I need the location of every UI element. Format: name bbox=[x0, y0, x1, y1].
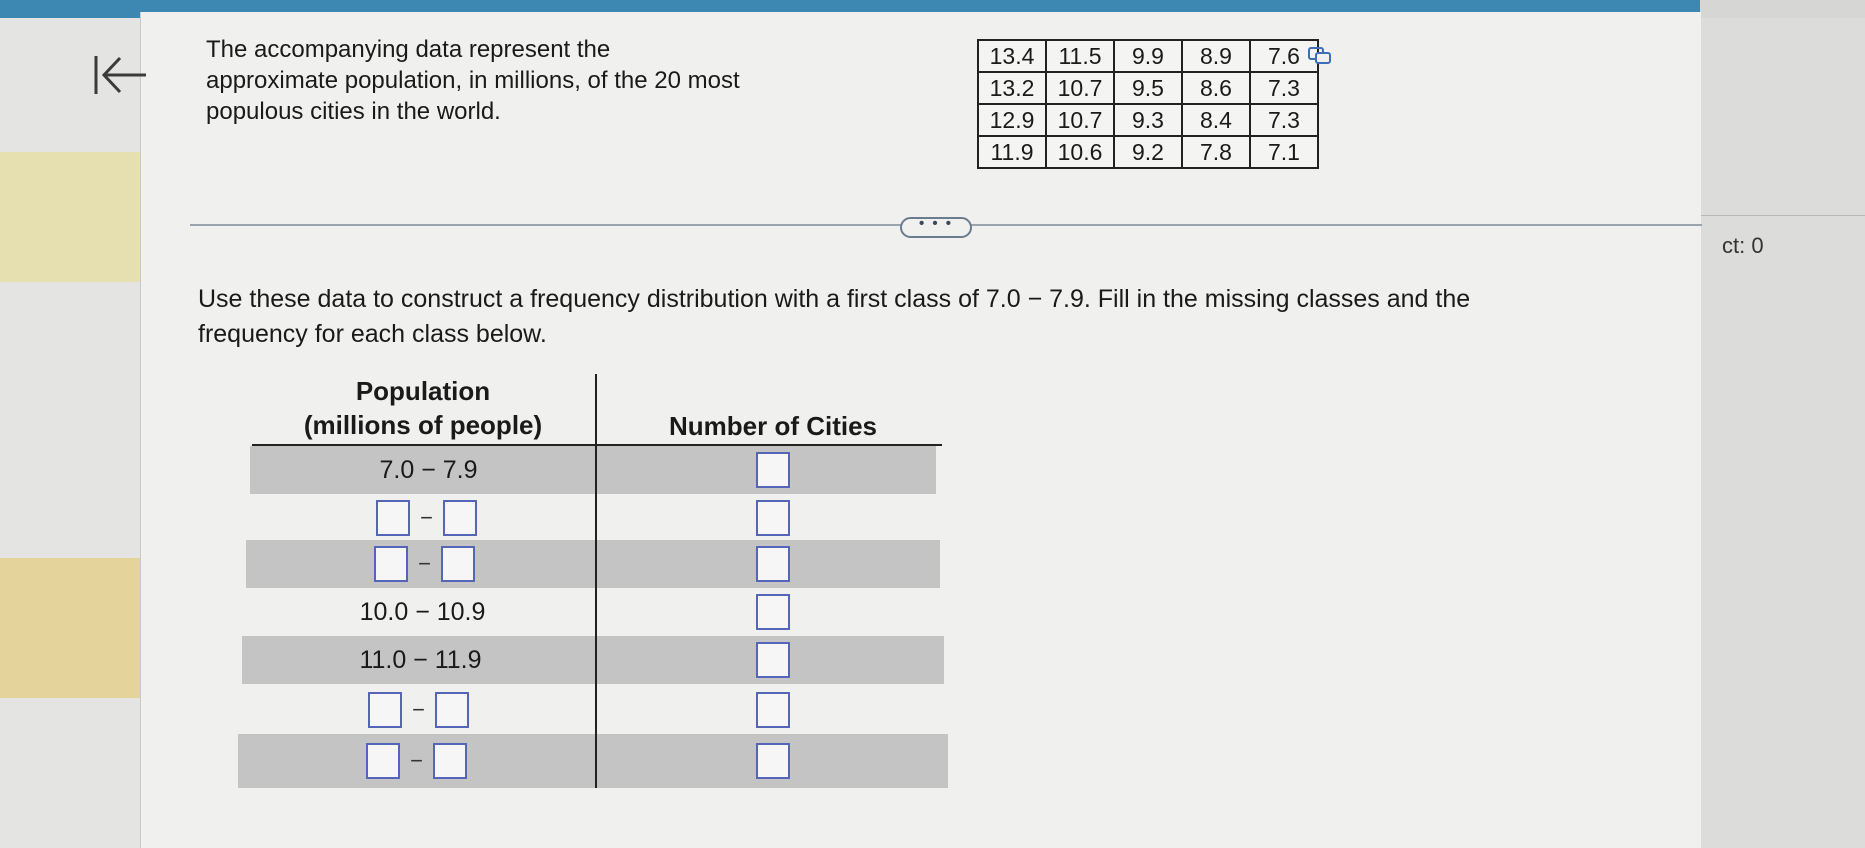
class-cell bbox=[242, 636, 599, 684]
table-row bbox=[242, 636, 944, 684]
population-data-table bbox=[977, 39, 1319, 169]
table-cell: 8.4 bbox=[1182, 104, 1250, 136]
intro-line: populous cities in the world. bbox=[206, 98, 501, 125]
table-cell: 12.9 bbox=[978, 104, 1046, 136]
class-cell bbox=[244, 588, 601, 636]
table-cell: 10.7 bbox=[1046, 72, 1114, 104]
frequency-input[interactable] bbox=[756, 500, 790, 536]
table-cell: 7.8 bbox=[1182, 136, 1250, 168]
table-cell: 10.6 bbox=[1046, 136, 1114, 168]
class-upper-input[interactable] bbox=[435, 692, 469, 728]
table-cell: 9.9 bbox=[1114, 40, 1182, 72]
copy-data-icon[interactable] bbox=[1308, 47, 1334, 65]
table-cell: 7.3 bbox=[1250, 104, 1318, 136]
class-cell bbox=[250, 446, 607, 494]
table-row bbox=[246, 540, 940, 588]
table-cell: 9.5 bbox=[1114, 72, 1182, 104]
class-lower-input[interactable] bbox=[374, 546, 408, 582]
frequency-distribution-table bbox=[238, 374, 948, 790]
table-row bbox=[978, 72, 1318, 104]
table-row bbox=[240, 686, 946, 734]
table-row bbox=[248, 494, 938, 542]
range-dash: − bbox=[410, 748, 423, 773]
frequency-cell bbox=[599, 686, 946, 734]
class-upper-input[interactable] bbox=[441, 546, 475, 582]
question-instruction bbox=[198, 282, 1648, 352]
count-label: ct: 0 bbox=[1722, 233, 1764, 258]
frequency-input[interactable] bbox=[756, 642, 790, 678]
frequency-cell bbox=[607, 494, 938, 542]
class-lower-input[interactable] bbox=[366, 743, 400, 779]
class-cell bbox=[238, 734, 595, 788]
frequency-cell bbox=[597, 734, 948, 788]
more-options-button[interactable]: • • • bbox=[900, 217, 972, 238]
table-cell: 11.9 bbox=[978, 136, 1046, 168]
table-cell: 10.7 bbox=[1046, 104, 1114, 136]
instruction-line: Use these data to construct a frequency distribution with a first class of 7.0 − 7.9. Fill in the missing classes and the bbox=[198, 285, 1471, 313]
class-upper-input[interactable] bbox=[433, 743, 467, 779]
table-cell: 8.6 bbox=[1182, 72, 1250, 104]
class-cell bbox=[240, 686, 597, 734]
left-rail-highlight bbox=[0, 558, 148, 698]
header-divider bbox=[252, 444, 942, 446]
table-cell: 13.2 bbox=[978, 72, 1046, 104]
class-upper-input[interactable] bbox=[443, 500, 477, 536]
range-dash: − bbox=[418, 551, 431, 576]
table-row bbox=[978, 136, 1318, 168]
population-column-header bbox=[258, 374, 588, 442]
class-range: 7.0 − 7.9 bbox=[379, 455, 478, 484]
intro-line: approximate population, in millions, of the 20 most bbox=[206, 67, 740, 94]
question-intro bbox=[206, 34, 856, 127]
table-row bbox=[250, 446, 936, 494]
table-cell: 11.5 bbox=[1046, 40, 1114, 72]
table-cell: 13.4 bbox=[978, 40, 1046, 72]
table-cell: 9.2 bbox=[1114, 136, 1182, 168]
instruction-line: frequency for each class below. bbox=[198, 320, 547, 348]
back-to-start-icon[interactable] bbox=[90, 50, 150, 100]
table-cell: 8.9 bbox=[1182, 40, 1250, 72]
range-dash: − bbox=[420, 505, 433, 530]
right-panel bbox=[1700, 18, 1865, 848]
class-lower-input[interactable] bbox=[376, 500, 410, 536]
class-range: 11.0 − 11.9 bbox=[359, 645, 482, 674]
class-cell bbox=[246, 540, 603, 588]
class-cell bbox=[248, 494, 605, 542]
frequency-cell bbox=[603, 588, 942, 636]
table-cell: 7.1 bbox=[1250, 136, 1318, 168]
table-row bbox=[978, 104, 1318, 136]
frequency-input[interactable] bbox=[756, 743, 790, 779]
frequency-cell bbox=[609, 446, 936, 494]
frequency-cell bbox=[605, 540, 940, 588]
table-row bbox=[238, 734, 948, 788]
frequency-input[interactable] bbox=[756, 594, 790, 630]
header-line: (millions of people) bbox=[303, 410, 543, 440]
table-row bbox=[978, 40, 1318, 72]
table-row bbox=[244, 588, 942, 636]
intro-line: The accompanying data represent the bbox=[206, 36, 611, 63]
table-cell: 7.3 bbox=[1250, 72, 1318, 104]
header-line: Population bbox=[355, 376, 491, 406]
frequency-cell bbox=[601, 636, 944, 684]
class-lower-input[interactable] bbox=[368, 692, 402, 728]
column-divider bbox=[595, 374, 597, 788]
table-cell: 9.3 bbox=[1114, 104, 1182, 136]
table-cell: 7.6 bbox=[1250, 40, 1318, 72]
frequency-input[interactable] bbox=[756, 692, 790, 728]
class-range: 10.0 − 10.9 bbox=[359, 597, 486, 626]
frequency-input[interactable] bbox=[756, 546, 790, 582]
right-panel-divider bbox=[1700, 215, 1865, 216]
frequency-input[interactable] bbox=[756, 452, 790, 488]
range-dash: − bbox=[412, 697, 425, 722]
number-of-cities-header: Number of Cities bbox=[668, 411, 878, 441]
